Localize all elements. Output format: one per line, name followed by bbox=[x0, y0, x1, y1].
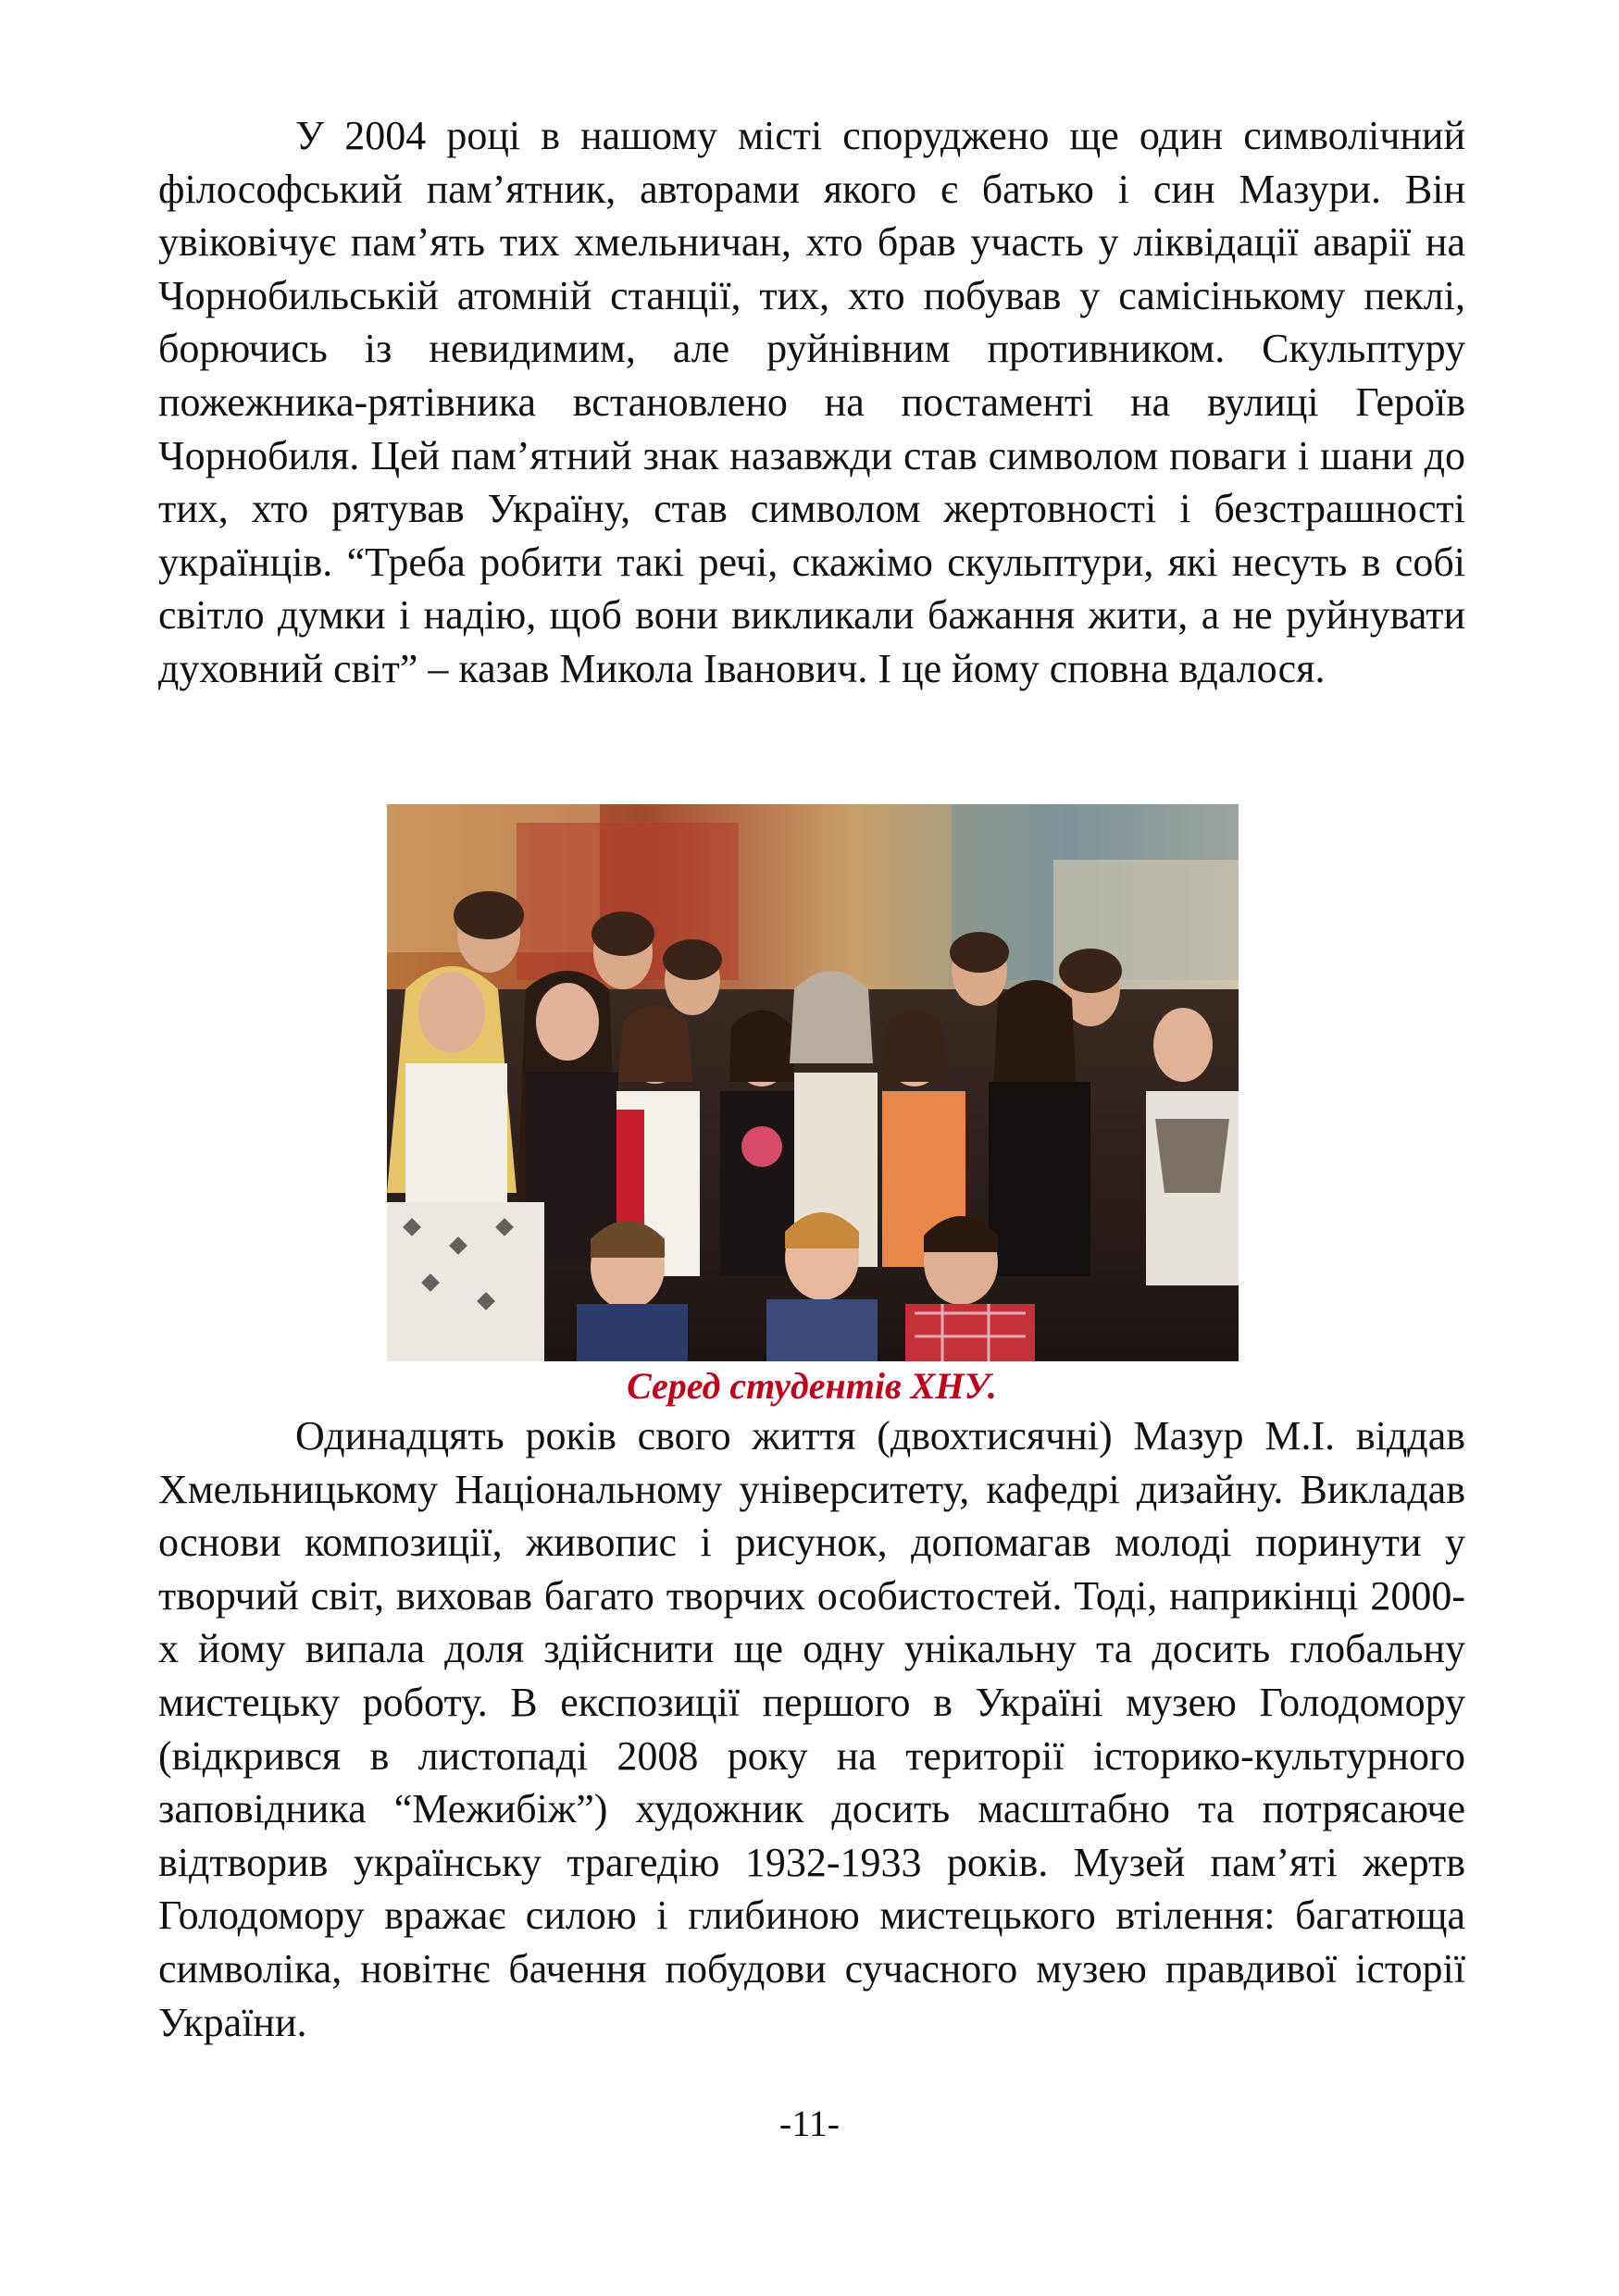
body-paragraph-1: У 2004 році в нашому місті споруджено ще один символічний філософський пам’ятник, авторами якого є батько і син Мазури. Він увіковічує пам’ять тих хмельничан, хто брав участь у ліквідації аварії на Чорнобильській атомній станції, тих, хто побував у самісінькому пеклі, борючись із невидимим, але руйнівним противником. Скульптуру пожежника-рятівника встановлено на постаменті на вулиці Героїв Чорнобиля. Цей пам’ятний знак назавжди став символом поваги і шани до тих, хто рятував Україну, став символом жертовності і безстрашності українців. “Треба робити такі речі, скажімо скульптури, які несуть в собі світло думки і надію, щоб вони викликали бажання жити, а не руйнувати духовний світ” – казав Микола Іванович. І це йому сповна вдалося. bbox=[158, 113, 1465, 691]
body-paragraph-2: Одинадцять років свого життя (двохтисячні) Мазур М.І. віддав Хмельницькому Національному університету, кафедрі дизайну. Викладав основи композиції, живопис і рисунок, допомагав молоді поринути у творчий світ, виховав багато творчих особистостей. Тоді, наприкінці 2000-х йому випала доля здійснити ще одну унікальну та досить глобальну мистецьку роботу. В експозиції першого в Україні музею Голодомору (відкрився в листопаді 2008 року на території історико-культурного заповідника “Межибіж”) художник досить масштабно та потрясаюче відтворив українську трагедію 1932-1933 років. Музей пам’яті жертв Голодомору вражає силою і глибиною мистецького втілення: багатюща символіка, новітнє бачення побудови сучасного музею правдивої історії України. bbox=[158, 1413, 1465, 2045]
group-photo bbox=[387, 804, 1239, 1361]
page-number: -11- bbox=[778, 2103, 841, 2144]
photo-caption: Серед студентів ХНУ. bbox=[627, 1365, 997, 1407]
group-photo-illustration bbox=[387, 804, 1239, 1361]
